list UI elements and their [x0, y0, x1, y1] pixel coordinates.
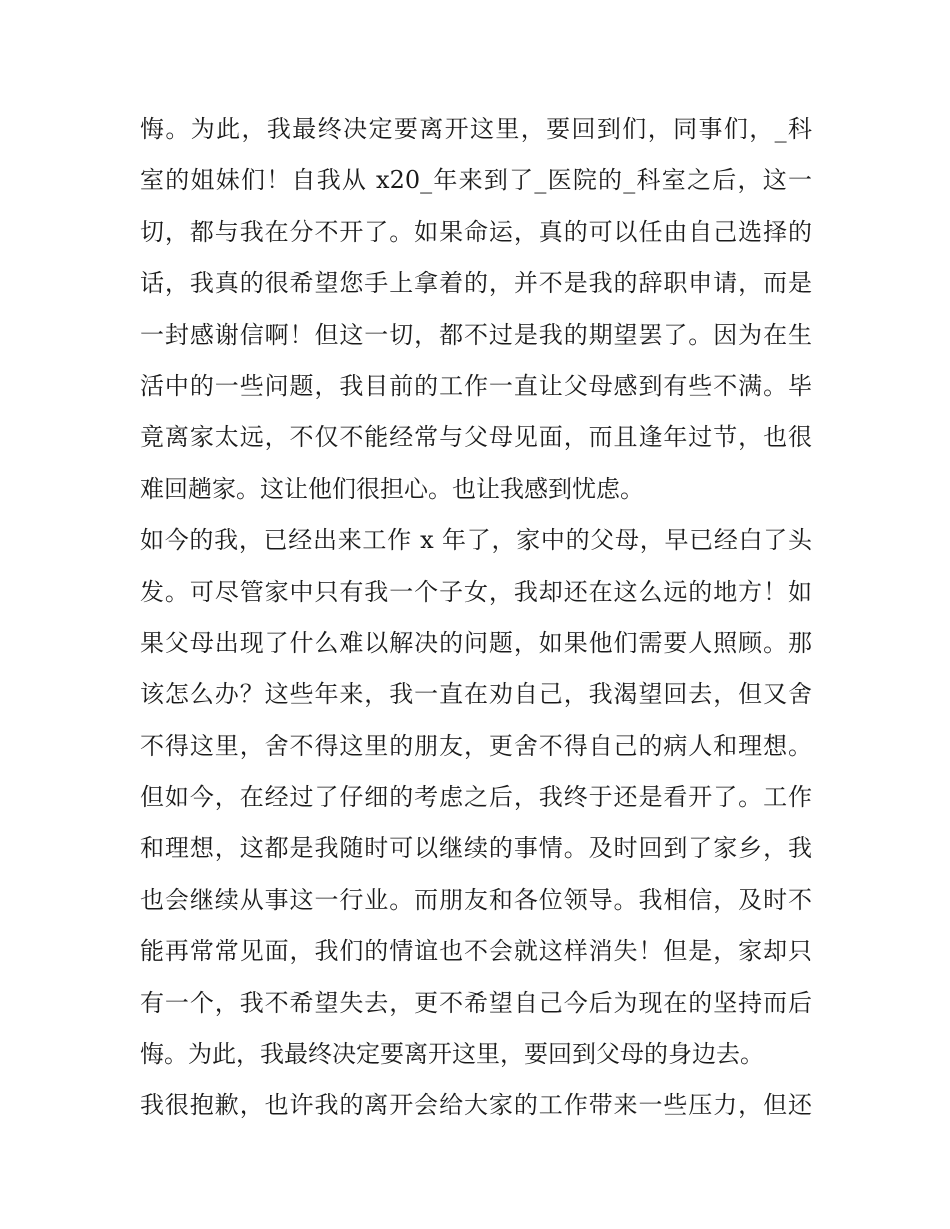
text-line: 该怎么办？这些年来，我一直在劝自己，我渴望回去，但又舍 — [140, 680, 812, 709]
text-line: 和理想，这都是我随时可以继续的事情。及时回到了家乡，我 — [140, 834, 812, 863]
body-text — [140, 104, 812, 1132]
text-line: 发。可尽管家中只有我一个子女，我却还在这么远的地方！如 — [140, 577, 812, 606]
text-line: 如今的我，已经出来工作 x 年了，家中的父母，早已经白了头 — [140, 526, 812, 555]
text-line: 悔。为此，我最终决定要离开这里，要回到父母的身边去。 — [140, 1040, 764, 1069]
text-line: 能再常常见面，我们的情谊也不会就这样消失！但是，家却只 — [140, 937, 812, 966]
text-line: 一封感谢信啊！但这一切，都不过是我的期望罢了。因为在生 — [140, 320, 812, 349]
text-line: 切，都与我在分不开了。如果命运，真的可以任由自己选择的 — [140, 217, 812, 246]
text-line: 悔。为此，我最终决定要离开这里，要回到们，同事们，_科 — [140, 115, 812, 143]
text-line: 我很抱歉，也许我的离开会给大家的工作带来一些压力，但还 — [140, 1091, 812, 1120]
text-line: 有一个，我不希望失去，更不希望自己今后为现在的坚持而后 — [140, 988, 812, 1017]
text-line: 不得这里，舍不得这里的朋友，更舍不得自己的病人和理想。 — [140, 731, 812, 760]
text-line: 但如今，在经过了仔细的考虑之后，我终于还是看开了。工作 — [140, 783, 812, 812]
text-line: 话，我真的很希望您手上拿着的，并不是我的辞职申请，而是 — [140, 269, 812, 298]
text-line: 难回趟家。这让他们很担心。也让我感到忧虑。 — [140, 474, 644, 503]
text-line: 竟离家太远，不仅不能经常与父母见面，而且逢年过节，也很 — [140, 423, 812, 452]
text-line: 活中的一些问题，我目前的工作一直让父母感到有些不满。毕 — [140, 371, 812, 400]
text-line: 也会继续从事这一行业。而朋友和各位领导。我相信，及时不 — [140, 885, 812, 914]
text-line: 果父母出现了什么难以解决的问题，如果他们需要人照顾。那 — [140, 628, 812, 657]
text-line: 室的姐妹们！自我从 x20_年来到了_医院的_科室之后，这一 — [140, 166, 812, 195]
